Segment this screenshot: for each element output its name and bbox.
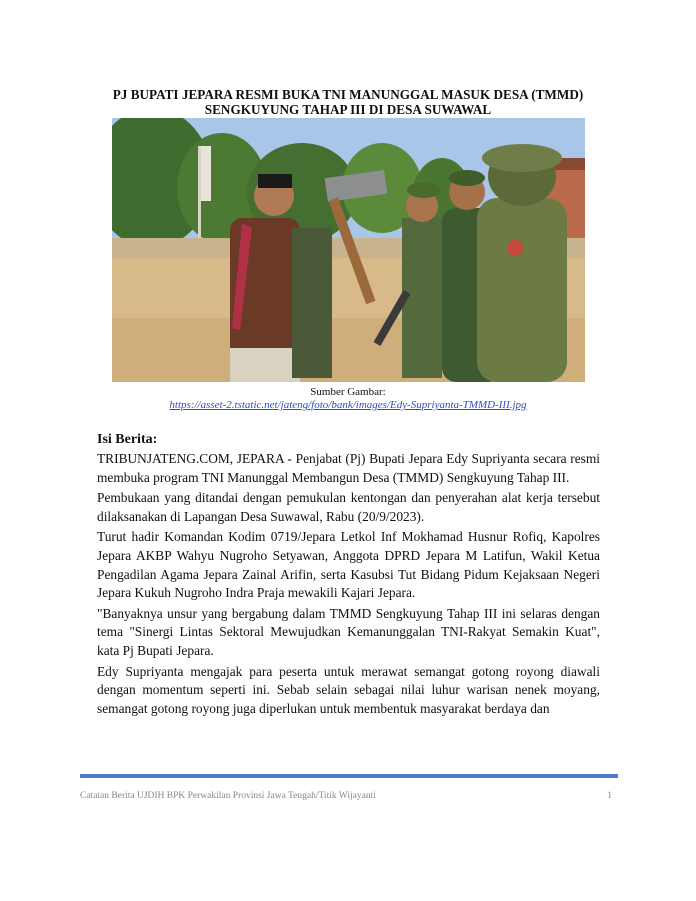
paragraph: Edy Supriyanta mengajak para peserta untuk merawat semangat gotong royong diawali dengan momentum seperti ini. Sebab selain sebagai nilai luhur warisan nenek moyang, semangat gotong royong juga diperlukan untuk membentuk masyarakat berdaya dan (97, 663, 600, 716)
section-heading: Isi Berita: (97, 432, 158, 447)
paragraph: Turut hadir Komandan Kodim 0719/Jepara Letkol Inf Mokhamad Husnur Rofiq, Kapolres Jepara AKBP Wahyu Nugroho Setyawan, Anggota DPRD Jepara M Latifun, Wakil Ketua Pengadilan Agama Jepara Zainal Arifin, serta Kasubsi Tut Bidang Pidum Kejaksaan Negeri Jepara Kukuh Nugroho Indra Praja mewakili Kajari Jepara. (97, 529, 600, 601)
title-line-1: PJ BUPATI JEPARA RESMI BUKA TNI MANUNGGAL MASUK DESA (TMMD) (112, 87, 584, 102)
paragraph: "Banyaknya unsur yang bergabung dalam TMMD Sengkuyung Tahap III ini selaras dengan tema "Sinergi Lintas Sektoral Mewujudkan Kemanunggalan TNI-Rakyat Semakin Kuat", kata Pj Bupati Jepara. (97, 605, 600, 658)
article-body (97, 450, 600, 720)
page-footer (80, 791, 616, 801)
image-caption (80, 386, 616, 412)
footer-text: Catatan Berita UJDIH BPK Perwakilan Provinsi Jawa Tengah/Titik Wijayanti (80, 791, 376, 801)
news-photo (112, 118, 585, 382)
caption-source-link[interactable]: https://asset-2.tstatic.net/jateng/foto/bank/images/Edy-Supriyanta-TMMD-III.jpg (169, 399, 527, 411)
paragraph: Pembukaan yang ditandai dengan pemukulan kentongan dan penyerahan alat kerja tersebut dilaksanakan di Lapangan Desa Suwawal, Rabu (20/9/2023). (97, 490, 600, 524)
paragraph: TRIBUNJATENG.COM, JEPARA - Penjabat (Pj) Bupati Jepara Edy Supriyanta secara resmi membuka program TNI Manunggal Membangun Desa (TMMD) Sengkuyung Tahap III. (97, 451, 600, 485)
footer-divider (80, 774, 618, 778)
page-number: 1 (607, 791, 612, 801)
title-line-2: SENGKUYUNG TAHAP III DI DESA SUWAWAL (204, 102, 492, 117)
caption-label: Sumber Gambar: (310, 386, 386, 398)
page-title (80, 87, 616, 117)
